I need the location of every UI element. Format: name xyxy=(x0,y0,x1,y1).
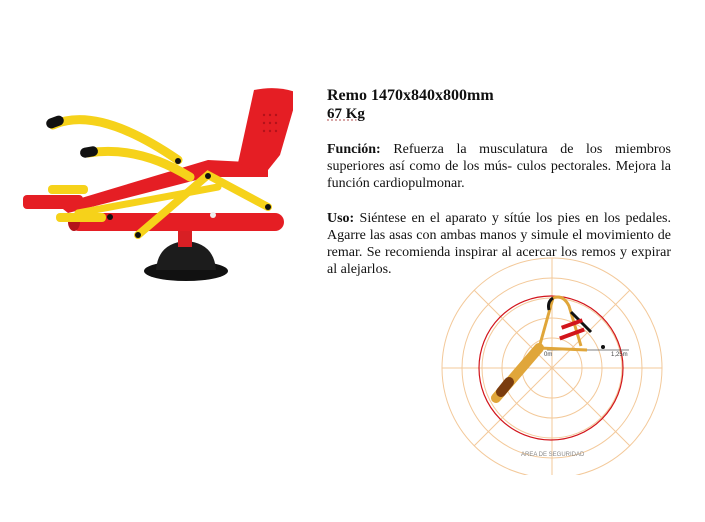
product-title: Remo 1470x840x800mm xyxy=(327,87,494,104)
safety-area-diagram xyxy=(441,250,701,475)
rowing-machine-image xyxy=(18,85,293,285)
area-label: AREA DE SEGURIDAD xyxy=(521,452,585,458)
funcion-text: Refuerza la musculatura de los miembros superiores así como de los mús- culos pectorales. Mejora la función cardiopulmonar. xyxy=(327,142,671,191)
funcion-paragraph xyxy=(327,141,671,192)
uso-label: Uso: xyxy=(327,211,355,226)
funcion-label: Función: xyxy=(327,142,381,157)
radius-label: 1,25m xyxy=(611,352,628,358)
center-label: 0m xyxy=(544,352,553,358)
product-weight: 67 Kg xyxy=(327,106,365,122)
uso-text: Siéntese en el aparato y sítúe los pies en los pedales. Agarre las asas con ambas manos y simule el movimiento de remar. Se recomienda inspirar al acercar los remos y expirar al alejarlos. xyxy=(327,211,671,277)
